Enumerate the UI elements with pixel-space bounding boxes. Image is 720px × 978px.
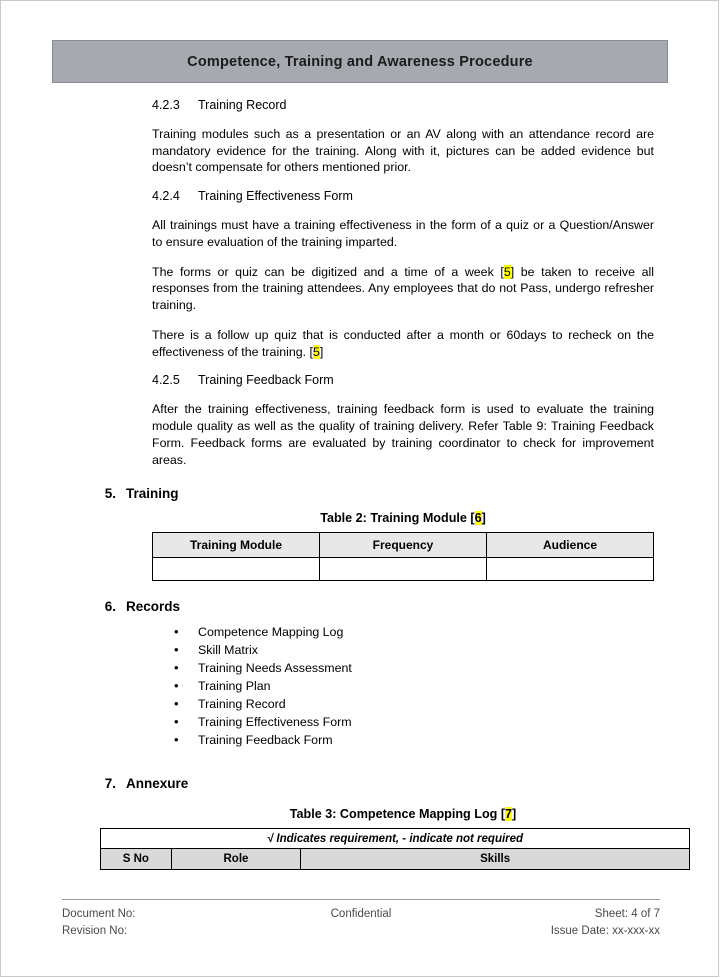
table2-caption bbox=[152, 511, 654, 525]
table2-header-audience: Audience bbox=[487, 533, 654, 558]
paragraph-424-3-part2: ] bbox=[319, 344, 324, 359]
highlight-ref-5a: 5 bbox=[503, 264, 511, 279]
list-item: • Training Effectiveness Form bbox=[174, 714, 654, 732]
highlight-ref-5b: 5 bbox=[312, 344, 320, 359]
table-training-module bbox=[152, 532, 654, 581]
table3-caption-part2: ] bbox=[512, 807, 517, 822]
section-7-title: Annexure bbox=[126, 776, 189, 792]
section-5-heading bbox=[104, 486, 654, 502]
footer-divider bbox=[62, 899, 660, 900]
table3-header-role: Role bbox=[171, 849, 301, 870]
paragraph-423: Training modules such as a presentation or an AV along with an attendance record are mandatory evidence for the training. Along with it, pictures can be added evidence but doesn’t compensate for others mentioned prior. bbox=[152, 127, 654, 175]
table3-header-sno: S No bbox=[101, 849, 172, 870]
subsection-number-423: 4.2.3 bbox=[152, 98, 180, 112]
table2-cell-frequency bbox=[320, 558, 487, 581]
subsection-title-425: Training Feedback Form bbox=[198, 373, 334, 388]
footer-issue-date: Issue Date: xx-xxx-xx bbox=[550, 925, 660, 938]
footer-confidential: Confidential bbox=[330, 908, 392, 920]
footer-sheet-number: Sheet: 4 of 7 bbox=[594, 908, 660, 920]
document-body bbox=[104, 98, 655, 870]
table2-cell-audience bbox=[487, 558, 654, 581]
paragraph-424-3-part1: There is a follow up quiz that is conducted after a month or 60days to recheck on the effectiveness of the training. [ bbox=[152, 327, 654, 359]
list-item: • Training Plan bbox=[174, 678, 654, 696]
subsection-number-425: 4.2.5 bbox=[152, 373, 180, 388]
table3-caption-part1: Table 3: Competence Mapping Log [ bbox=[289, 807, 506, 822]
highlight-ref-6: 6 bbox=[474, 511, 482, 526]
subsection-heading-425 bbox=[152, 373, 654, 387]
list-item: • Competence Mapping Log bbox=[174, 624, 654, 642]
section-5-title: Training bbox=[126, 486, 179, 502]
section-7-heading bbox=[104, 776, 654, 792]
section-6-number: 6. bbox=[104, 599, 116, 615]
table2-caption-part2: ] bbox=[481, 511, 486, 526]
table-row-header bbox=[101, 849, 690, 870]
subsection-number-424: 4.2.4 bbox=[152, 189, 180, 204]
paragraph-424-3 bbox=[152, 327, 654, 360]
list-item: • Skill Matrix bbox=[174, 642, 654, 660]
section-6-records bbox=[104, 599, 654, 750]
section-6-title: Records bbox=[126, 599, 181, 615]
table-row-header bbox=[153, 533, 654, 558]
document-title: Competence, Training and Awareness Procedure bbox=[187, 53, 533, 70]
section-5-training bbox=[104, 486, 654, 581]
footer-spacer bbox=[259, 923, 462, 940]
paragraph-424-2 bbox=[152, 264, 654, 314]
table3-wrapper bbox=[100, 828, 690, 870]
paragraph-424-2-part2: ] be taken to receive all responses from the training attendees. Any employees that do not Pass, undergo refresher training. bbox=[152, 264, 655, 313]
highlight-ref-7: 7 bbox=[505, 807, 513, 822]
paragraph-425: After the training effectiveness, training feedback form is used to evaluate the training module quality as well as the quality of training delivery. Refer Table 9: Training Feedback Form. Feedback forms are evaluated by training coordinator to check for improvement areas. bbox=[152, 402, 654, 467]
subsection-title-423: Training Record bbox=[198, 98, 287, 112]
document-header-banner bbox=[52, 40, 668, 83]
records-list bbox=[152, 624, 654, 750]
list-item: • Training Record bbox=[174, 696, 654, 714]
table2-cell-module bbox=[153, 558, 320, 581]
table-row-note bbox=[101, 829, 690, 849]
table3-header-skills: Skills bbox=[301, 849, 690, 870]
footer-revision-no: Revision No: bbox=[62, 925, 128, 938]
subsection-heading-423 bbox=[152, 98, 654, 112]
table-row bbox=[153, 558, 654, 581]
table2-header-frequency: Frequency bbox=[320, 533, 487, 558]
section-7-annexure bbox=[104, 776, 654, 870]
page-footer bbox=[62, 899, 660, 941]
footer-row-top bbox=[62, 906, 660, 923]
table3-note: √ Indicates requirement, - indicate not required bbox=[101, 829, 690, 849]
subsection-heading-424 bbox=[152, 189, 654, 203]
table2-header-module: Training Module bbox=[153, 533, 320, 558]
table3-caption bbox=[152, 807, 654, 821]
paragraph-424-2-part1: The forms or quiz can be digitized and a time of a week [ bbox=[152, 264, 504, 279]
section-7-number: 7. bbox=[104, 776, 116, 792]
subsection-title-424: Training Effectiveness Form bbox=[198, 189, 353, 204]
list-item: • Training Feedback Form bbox=[174, 732, 654, 750]
paragraph-424-1: All trainings must have a training effectiveness in the form of a quiz or a Question/Answer to ensure evaluation of the training imparted. bbox=[152, 218, 654, 249]
section-6-heading bbox=[104, 599, 654, 615]
section-5-number: 5. bbox=[104, 486, 116, 502]
list-item: • Training Needs Assessment bbox=[174, 660, 654, 678]
table-competence-mapping-log bbox=[100, 828, 690, 870]
footer-row-bottom bbox=[62, 923, 660, 940]
table2-caption-part1: Table 2: Training Module [ bbox=[320, 511, 475, 526]
footer-document-no: Document No: bbox=[62, 908, 136, 920]
